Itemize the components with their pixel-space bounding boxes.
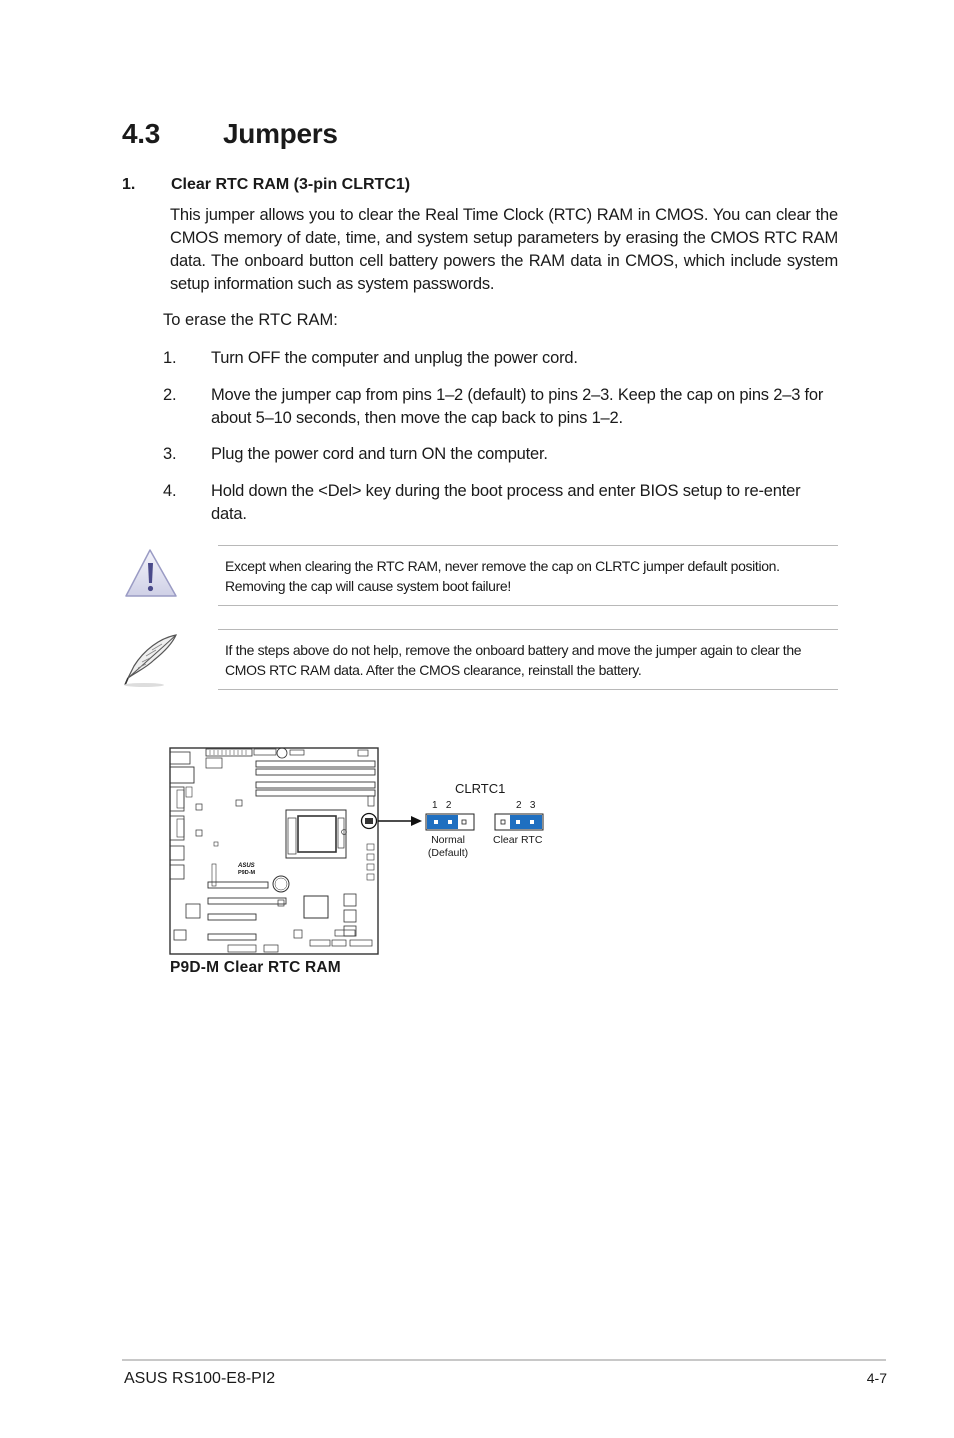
motherboard-diagram: [160, 740, 560, 960]
step-item: [163, 347, 838, 370]
step-text: Plug the power cord and turn ON the computer.: [211, 445, 548, 463]
jumper-settings: [424, 812, 548, 832]
item-paragraph: This jumper allows you to clear the Real Time Clock (RTC) RAM in CMOS. You can clear the CMOS memory of date, time, and system setup parameters by erasing the CMOS RTC RAM data. The onboard button cell battery powers the RAM data in CMOS, which include system setup information such as system passwords.: [170, 206, 838, 293]
item-number: 1.: [122, 176, 136, 193]
step-item: [163, 443, 838, 466]
feather-pen-icon: [122, 632, 180, 688]
pins-clear-label: 2 3: [516, 800, 536, 811]
page-number: 4-7: [866, 1370, 887, 1386]
step-item: [163, 480, 838, 526]
clear-rtc-label: Clear RTC: [493, 834, 543, 846]
section-title: [122, 118, 338, 150]
note-divider: [218, 545, 838, 546]
warning-icon: [124, 547, 180, 599]
step-item: [163, 384, 838, 430]
step-text: Turn OFF the computer and unplug the power cord.: [211, 349, 578, 367]
footer-divider: [122, 1359, 886, 1361]
pins-normal-label: 1 2: [432, 800, 452, 811]
section-number: 4.3: [122, 118, 161, 149]
diagram-caption: P9D-M Clear RTC RAM: [170, 959, 341, 976]
normal-label: [427, 834, 469, 860]
step-number: 4.: [163, 482, 177, 500]
step-number: 3.: [163, 445, 177, 463]
note-divider: [218, 629, 838, 630]
tip-text: If the steps above do not help, remove the onboard battery and move the jumper again to clear the CMOS RTC RAM data. After the CMOS clearance, reinstall the battery.: [225, 642, 802, 678]
step-text: Move the jumper cap from pins 1–2 (default) to pins 2–3. Keep the cap on pins 2–3 for about 5–10 seconds, then move the cap back to pins 1–2.: [211, 386, 824, 427]
item-title: Clear RTC RAM (3-pin CLRTC1): [171, 176, 411, 193]
step-text: Hold down the <Del> key during the boot process and enter BIOS setup to re-enter data.: [211, 482, 801, 523]
warning-text: Except when clearing the RTC RAM, never remove the cap on CLRTC jumper default position. Removing the cap will cause system boot failure!: [225, 558, 780, 594]
steps-intro: To erase the RTC RAM:: [163, 311, 338, 329]
jumper-name: CLRTC1: [455, 781, 506, 796]
note-divider: [218, 605, 838, 606]
step-number: 1.: [163, 349, 177, 367]
board-brand: ASUS: [238, 863, 255, 869]
section-heading: Jumpers: [223, 118, 338, 149]
board-model: P9D-M: [238, 870, 256, 876]
board-outline: [170, 748, 378, 954]
jumper-normal: [426, 814, 474, 830]
item-heading: [122, 176, 410, 194]
footer-product: ASUS RS100-E8-PI2: [124, 1370, 276, 1387]
normal-label-line2: (Default): [427, 847, 469, 859]
note-divider: [218, 689, 838, 690]
normal-label-line1: Normal: [431, 834, 465, 846]
jumper-clear-rtc: [495, 814, 543, 830]
step-number: 2.: [163, 386, 177, 404]
